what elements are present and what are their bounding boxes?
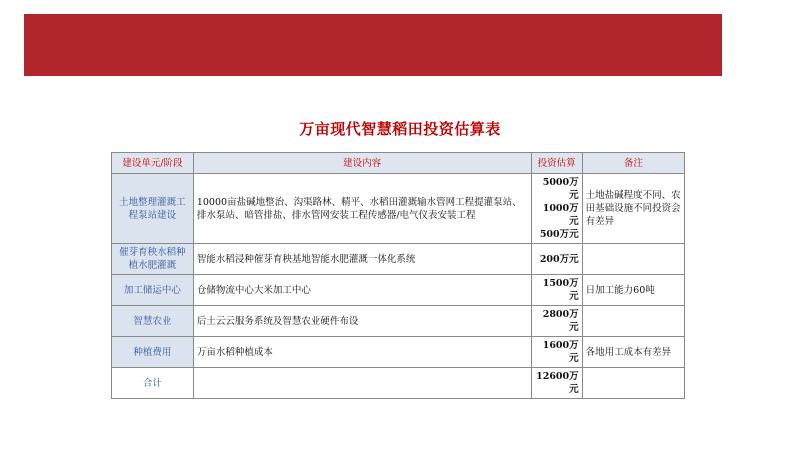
table-row <box>112 337 685 368</box>
row-content: 智能水稻浸种催芽育秧基地智能水肥灌溉一体化系统 <box>193 244 531 275</box>
table-total-row <box>112 368 685 399</box>
table-row <box>112 275 685 306</box>
amount-line: 5000万元 <box>542 177 579 201</box>
amount-line: 500万元 <box>539 229 579 240</box>
total-note-empty <box>582 368 684 399</box>
row-unit: 智慧农业 <box>112 306 194 337</box>
table-row <box>112 306 685 337</box>
row-amount: 1500万元 <box>531 275 582 306</box>
row-unit: 种植费用 <box>112 337 194 368</box>
row-amount: 200万元 <box>531 244 582 275</box>
row-unit: 加工储运中心 <box>112 275 194 306</box>
total-amount: 12600万元 <box>531 368 582 399</box>
row-unit: 催芽育秧水稻种植水肥灌溉 <box>112 244 194 275</box>
row-amount: 1600万元 <box>531 337 582 368</box>
header-content: 建设内容 <box>193 153 531 174</box>
row-note <box>582 306 684 337</box>
row-content: 10000亩盐碱地整治、沟渠路林、精平、水稻田灌溉输水管网工程提灌泵站、排水泵站、暗管排盐、排水管网安装工程传感器/电气仪表安装工程 <box>193 174 531 244</box>
page-title: 万亩现代智慧稻田投资估算表 <box>299 120 501 138</box>
row-unit: 土地整理灌溉工程泵站建设 <box>112 174 194 244</box>
header-banner <box>24 14 722 76</box>
row-content: 万亩水稻种植成本 <box>193 337 531 368</box>
total-content-empty <box>193 368 531 399</box>
table-row <box>112 174 685 244</box>
row-amount: 2800万元 <box>531 306 582 337</box>
table-header-row <box>112 153 685 174</box>
row-content: 仓储物流中心大米加工中心 <box>193 275 531 306</box>
row-note: 土地盐碱程度不同、农田基础设施不同投资会有差异 <box>582 174 684 244</box>
row-content: 后土云云服务系统及智慧农业硬件布设 <box>193 306 531 337</box>
header-unit: 建设单元/阶段 <box>112 153 194 174</box>
row-note <box>582 244 684 275</box>
budget-table <box>111 152 685 399</box>
row-note: 日加工能力60吨 <box>582 275 684 306</box>
total-label: 合计 <box>112 368 194 399</box>
row-note: 各地用工成本有差异 <box>582 337 684 368</box>
header-note: 备注 <box>582 153 684 174</box>
amount-line: 1000万元 <box>542 203 579 227</box>
header-amount: 投资估算 <box>531 153 582 174</box>
table-row <box>112 244 685 275</box>
row-amount <box>531 174 582 244</box>
